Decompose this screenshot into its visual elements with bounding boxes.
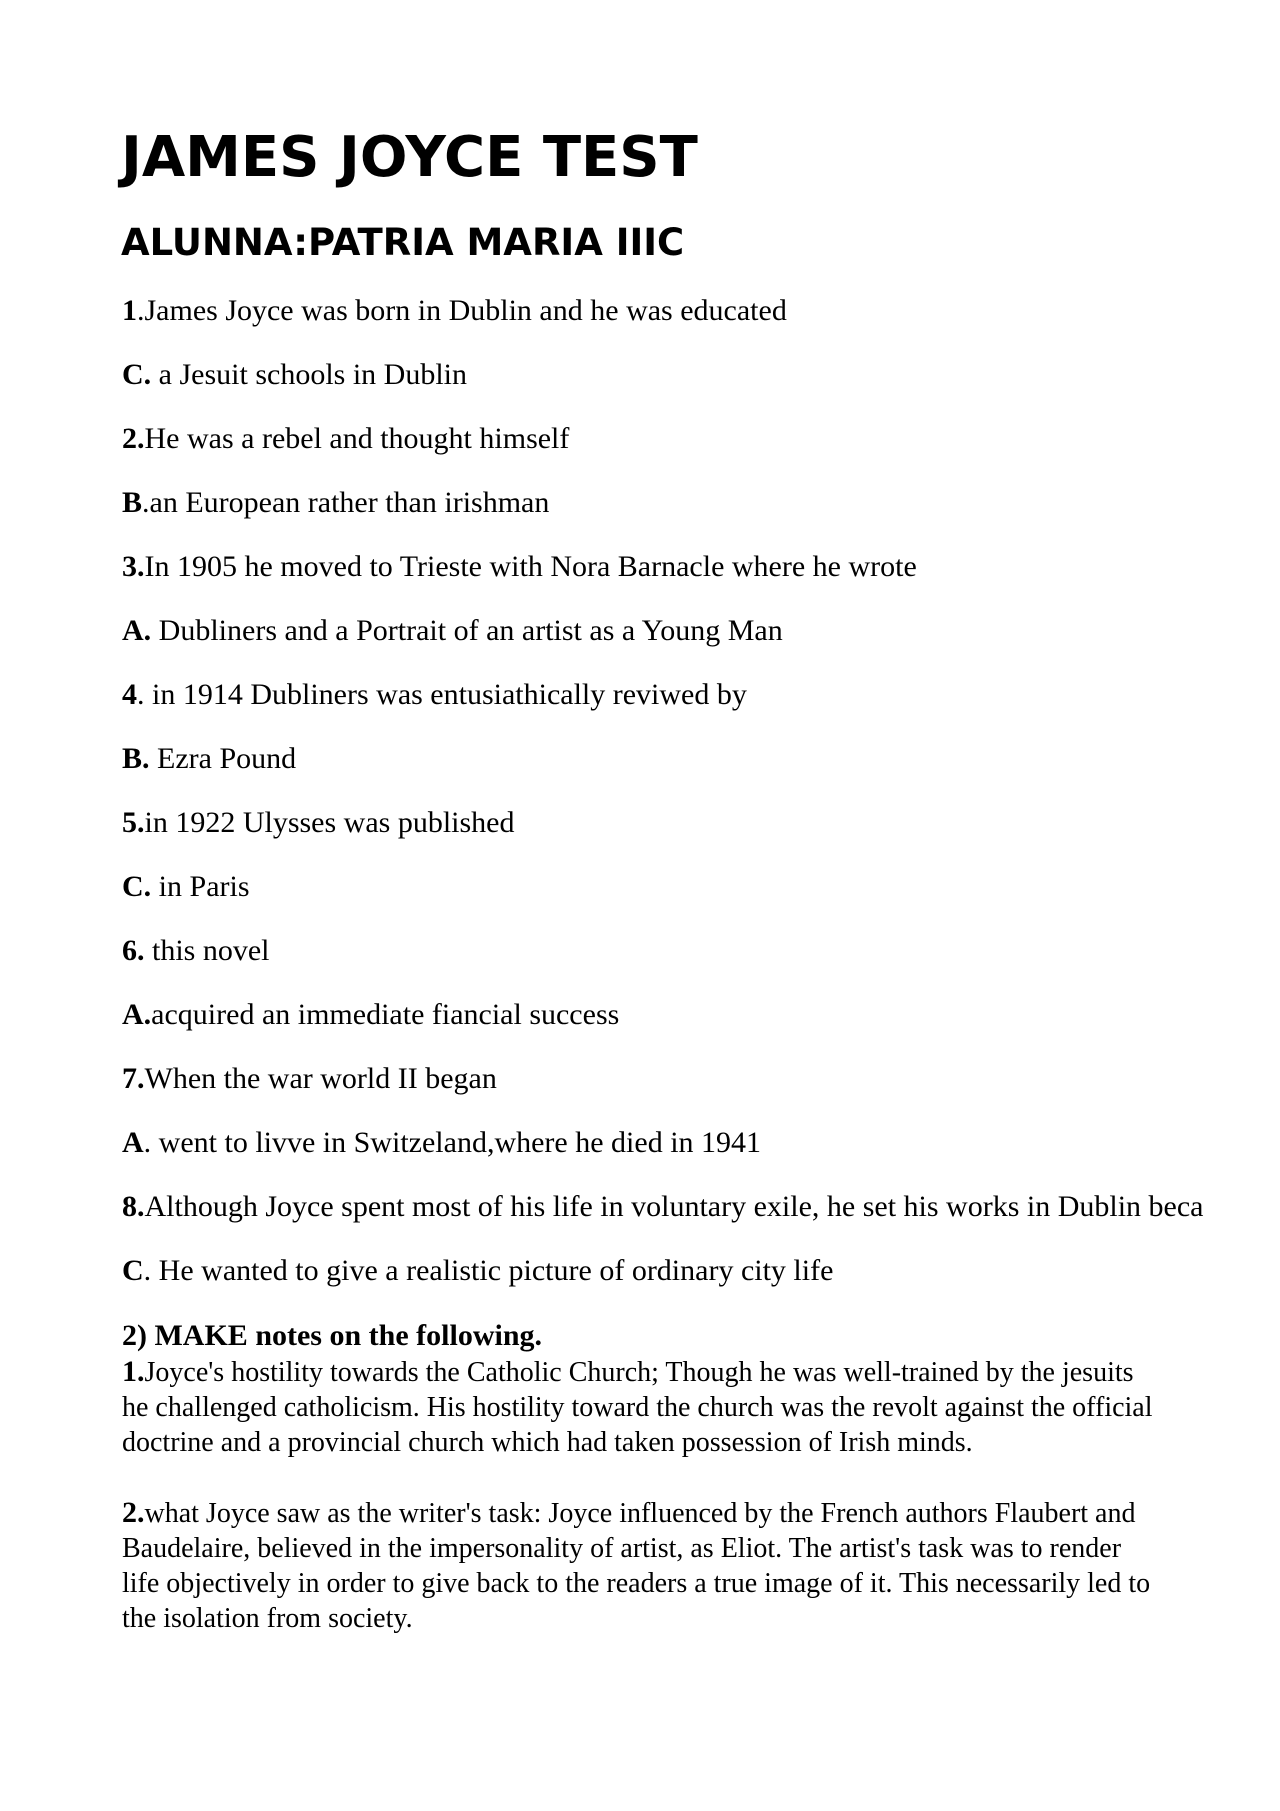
- item-number: 2.: [122, 422, 145, 455]
- item-text: Ezra Pound: [157, 742, 297, 775]
- item-number: B.: [122, 742, 150, 775]
- answer-line: C. He wanted to give a realistic picture of ordinary city life: [122, 1254, 834, 1287]
- item-text: in 1922 Ulysses was published: [144, 806, 515, 839]
- question-line: [122, 931, 270, 971]
- answer-line: [122, 611, 783, 651]
- item-text: acquired an immediate fiancial success: [151, 998, 620, 1031]
- question-line: [122, 1059, 497, 1099]
- item-text: Dubliners and a Portrait of an artist as a Young Man: [158, 614, 783, 647]
- note-text: Joyce's hostility towards the Catholic Church; Though he was well-trained by the jesuits he challenged catholicism. His hostility toward the church was the revolt against the official doctrine and a provincial church which had taken possession of Irish minds.: [122, 1357, 1153, 1458]
- item-number: C.: [122, 358, 152, 391]
- item-text: Although Joyce spent most of his life in voluntary exile, he set his works in Dublin beca: [144, 1190, 1204, 1223]
- note-paragraph: [122, 1354, 1162, 1460]
- note-number: 2.: [122, 1496, 145, 1529]
- item-number: A.: [122, 998, 152, 1031]
- item-number: A: [122, 1126, 144, 1159]
- question-line: [122, 547, 917, 587]
- notes-heading: 2) MAKE notes on the following.: [122, 1319, 542, 1352]
- item-text: James Joyce was born in Dublin and he was educated: [144, 294, 787, 327]
- note-paragraph: [122, 1495, 1162, 1636]
- item-text: a Jesuit schools in Dublin: [158, 358, 467, 391]
- answer-line: A. went to livve in Switzeland,where he died in 1941: [122, 1126, 762, 1159]
- item-number: 5.: [122, 806, 145, 839]
- answer-line: [122, 739, 296, 779]
- document-title: JAMES JOYCE TEST: [121, 125, 698, 190]
- item-number: A.: [122, 614, 152, 647]
- item-number: 1: [122, 294, 137, 327]
- item-text: He wanted to give a realistic picture of ordinary city life: [158, 1254, 834, 1287]
- item-number: B: [122, 486, 143, 519]
- item-text: In 1905 he moved to Trieste with Nora Barnacle where he wrote: [144, 550, 917, 583]
- item-number: C: [122, 1254, 144, 1287]
- answer-line: [122, 995, 619, 1035]
- answer-line: [122, 867, 250, 907]
- question-line: [122, 419, 569, 459]
- student-name: ALUNNA:PATRIA MARIA IIIC: [121, 221, 685, 264]
- question-line: [122, 803, 515, 843]
- item-number: 8.: [122, 1190, 145, 1223]
- item-text: When the war world II began: [144, 1062, 497, 1095]
- question-line: 4. in 1914 Dubliners was entusiathically reviwed by: [122, 678, 747, 711]
- item-text: He was a rebel and thought himself: [144, 422, 570, 455]
- item-text: this novel: [152, 934, 270, 967]
- answer-line: [122, 355, 467, 395]
- item-number: 3.: [122, 550, 145, 583]
- question-line: 1.James Joyce was born in Dublin and he was educated: [122, 294, 787, 327]
- item-number: 4: [122, 678, 137, 711]
- item-text: an European rather than irishman: [149, 486, 550, 519]
- item-text: went to livve in Switzeland,where he died in 1941: [158, 1126, 762, 1159]
- answer-line: B.an European rather than irishman: [122, 486, 550, 519]
- item-number: 6.: [122, 934, 145, 967]
- item-number: 7.: [122, 1062, 145, 1095]
- item-text: in 1914 Dubliners was entusiathically reviwed by: [152, 678, 747, 711]
- item-number: C.: [122, 870, 152, 903]
- note-number: 1.: [122, 1355, 145, 1388]
- question-line: [122, 1187, 1204, 1227]
- note-text: what Joyce saw as the writer's task: Joyce influenced by the French authors Flaubert and Baudelaire, believed in the impersonality of artist, as Eliot. The artist's task was to render life objectively in order to give back to the readers a true image of it. This necessarily led to the isolation from society.: [122, 1498, 1151, 1634]
- item-text: in Paris: [158, 870, 250, 903]
